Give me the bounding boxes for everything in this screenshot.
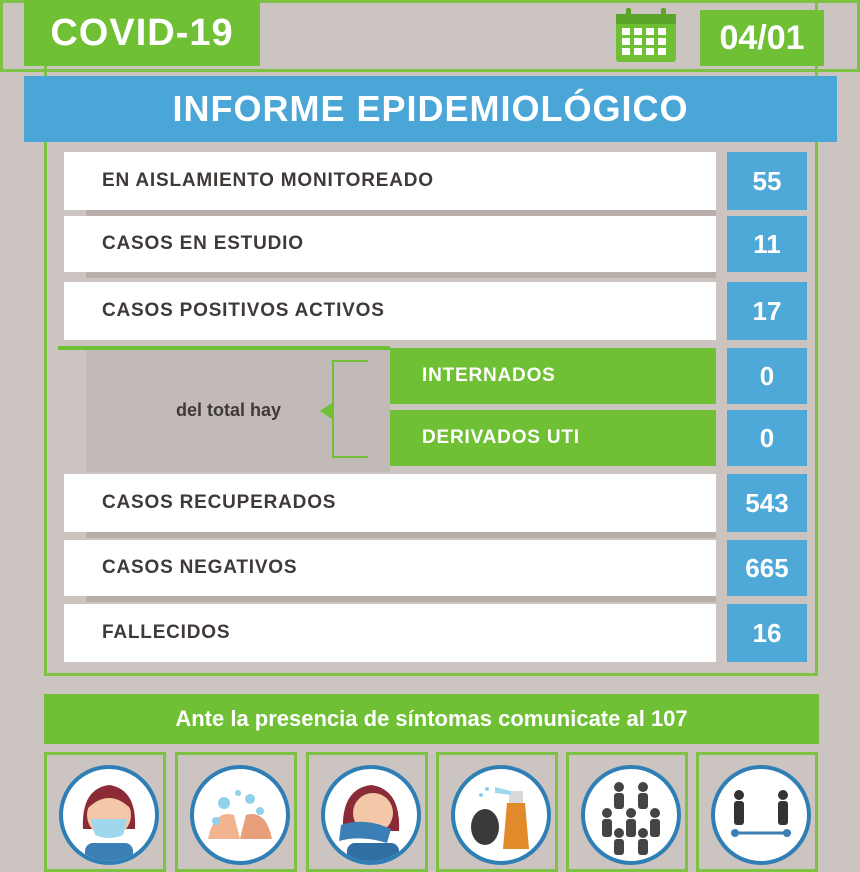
subtotal-label: del total hay <box>176 400 282 420</box>
row-estudio: CASOS EN ESTUDIO <box>64 216 716 272</box>
row-recuperados: CASOS RECUPERADOS <box>64 474 716 532</box>
row-negativos: CASOS NEGATIVOS <box>64 540 716 596</box>
value-positivos: 17 <box>727 282 807 340</box>
row-derivados-uti: DERIVADOS UTI <box>390 410 716 466</box>
icon-card-cough <box>306 752 428 872</box>
row-positivos: CASOS POSITIVOS ACTIVOS <box>64 282 716 340</box>
covid-tag: COVID-19 <box>24 0 260 66</box>
hand-washing-icon <box>194 769 286 861</box>
cough-into-elbow-icon <box>325 769 417 861</box>
value-internados: 0 <box>727 348 807 404</box>
icon-card-disinfect <box>436 752 558 872</box>
icon-card-mask <box>44 752 166 872</box>
footer-message: Ante la presencia de síntomas comunicate al 107 <box>44 694 819 744</box>
disinfect-spray-icon <box>455 769 547 861</box>
value-estudio: 11 <box>727 216 807 272</box>
report-title: INFORME EPIDEMIOLÓGICO <box>24 76 837 142</box>
value-derivados-uti: 0 <box>727 410 807 466</box>
value-recuperados: 543 <box>727 474 807 532</box>
date-tag: 04/01 <box>700 10 824 66</box>
face-mask-icon <box>63 769 155 861</box>
calendar-icon <box>614 6 678 64</box>
row-divider <box>86 532 716 538</box>
avoid-crowds-icon <box>585 769 677 861</box>
row-fallecidos: FALLECIDOS <box>64 604 716 662</box>
row-divider <box>86 272 716 278</box>
icon-card-distance <box>696 752 818 872</box>
row-internados: INTERNADOS <box>390 348 716 404</box>
icon-card-crowds <box>566 752 688 872</box>
row-aislamiento: EN AISLAMIENTO MONITOREADO <box>64 152 716 210</box>
value-fallecidos: 16 <box>727 604 807 662</box>
icon-card-handwash <box>175 752 297 872</box>
bracket-arrow-icon <box>320 403 332 419</box>
row-divider <box>86 596 716 602</box>
value-negativos: 665 <box>727 540 807 596</box>
value-aislamiento: 55 <box>727 152 807 210</box>
social-distance-icon <box>715 769 807 861</box>
bracket <box>332 360 368 458</box>
